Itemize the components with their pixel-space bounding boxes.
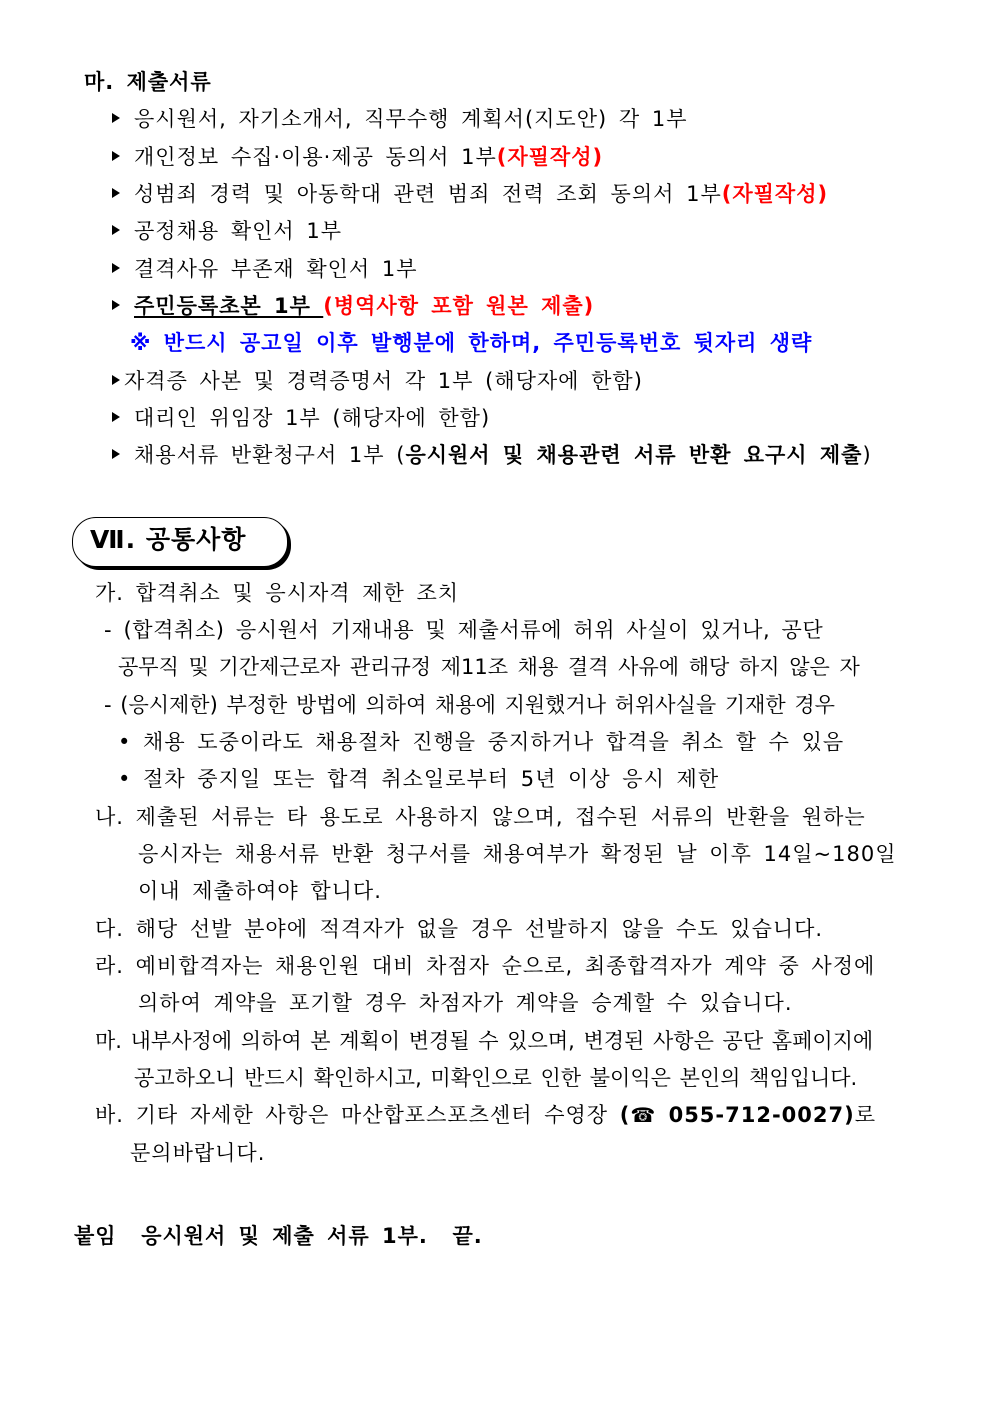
attachment-note: 붙임 응시원서 및 제출 서류 1부. 끝. xyxy=(74,1224,483,1248)
common-item-ga-detail: - (합격취소) 응시원서 기재내용 및 제출서류에 허위 사실이 있거나, 공단 xyxy=(104,618,824,642)
common-item-ga-detail: - (응시제한) 부정한 방법에 의하여 채용에 지원했거나 허위사실을 기재한 경우 xyxy=(104,693,835,717)
bullet-triangle-icon xyxy=(112,113,120,123)
common-item-ra: 라. 예비합격자는 채용인원 대비 차점자 순으로, 최종합격자가 계약 중 사정에 xyxy=(95,954,876,978)
bullet-triangle-icon xyxy=(112,449,120,459)
list-item: 성범죄 경력 및 아동학대 관련 범죄 전력 조회 동의서 1부(자필작성) xyxy=(112,180,828,208)
common-item-ra: 의하여 계약을 포기할 경우 차점자가 계약을 승계할 수 있습니다. xyxy=(138,991,793,1015)
common-item-ga-bullet: • 채용 도중이라도 채용절차 진행을 중지하거나 합격을 취소 할 수 있음 xyxy=(118,730,845,754)
common-item-ma: 마. 내부사정에 의하여 본 계획이 변경될 수 있으며, 변경된 사항은 공단 홈페이지에 xyxy=(95,1029,874,1053)
list-item: 개인정보 수집·이용·제공 동의서 1부(자필작성) xyxy=(112,143,603,171)
common-item-na: 나. 제출된 서류는 타 용도로 사용하지 않으며, 접수된 서류의 반환을 원하는 xyxy=(95,805,866,829)
section-title: Ⅶ. 공통사항 xyxy=(90,525,247,554)
list-item: 결격사유 부존재 확인서 1부 xyxy=(112,255,418,283)
bullet-triangle-icon xyxy=(112,151,120,161)
phone-number: 055-712-0027 xyxy=(656,1103,845,1127)
common-item-ba: 문의바랍니다. xyxy=(130,1141,266,1165)
bullet-triangle-icon xyxy=(112,263,120,273)
phone-icon: ☎ xyxy=(630,1103,657,1127)
list-item: 자격증 사본 및 경력증명서 각 1부 (해당자에 한함) xyxy=(112,367,643,395)
list-item: 대리인 위임장 1부 (해당자에 한함) xyxy=(112,404,490,432)
common-item-da: 다. 해당 선발 분야에 적격자가 없을 경우 선발하지 않을 수도 있습니다. xyxy=(95,917,824,941)
common-item-ga: 가. 합격취소 및 응시자격 제한 조치 xyxy=(95,581,460,605)
list-item: 주민등록초본 1부 (병역사항 포함 원본 제출) xyxy=(112,292,594,320)
bullet-triangle-icon xyxy=(112,412,120,422)
warning-note: ※ 반드시 공고일 이후 발행분에 한하며, 주민등록번호 뒷자리 생략 xyxy=(130,331,813,355)
common-item-ga-bullet: • 절차 중지일 또는 합격 취소일로부터 5년 이상 응시 제한 xyxy=(118,767,720,791)
bullet-triangle-icon xyxy=(112,225,120,235)
common-item-ga-detail: 공무직 및 기간제근로자 관리규정 제11조 채용 결격 사유에 해당 하지 않은 자 xyxy=(118,655,860,679)
bullet-triangle-icon xyxy=(112,300,120,310)
submit-heading: 마. 제출서류 xyxy=(84,70,212,94)
bullet-triangle-icon xyxy=(112,188,120,198)
common-item-ba: 바. 기타 자세한 사항은 마산합포스포츠센터 수영장 (☎ 055-712-0027)로 xyxy=(95,1103,877,1127)
common-item-na: 응시자는 채용서류 반환 청구서를 채용여부가 확정된 날 이후 14일~180일 xyxy=(138,842,897,866)
list-item: 채용서류 반환청구서 1부 (응시원서 및 채용관련 서류 반환 요구시 제출) xyxy=(112,441,872,469)
common-item-ma: 공고하오니 반드시 확인하시고, 미확인으로 인한 불이익은 본인의 책임입니다. xyxy=(134,1066,858,1090)
bullet-triangle-icon xyxy=(112,375,120,385)
list-item: 공정채용 확인서 1부 xyxy=(112,217,342,245)
common-item-na: 이내 제출하여야 합니다. xyxy=(138,879,382,903)
list-item: 응시원서, 자기소개서, 직무수행 계획서(지도안) 각 1부 xyxy=(112,105,687,133)
